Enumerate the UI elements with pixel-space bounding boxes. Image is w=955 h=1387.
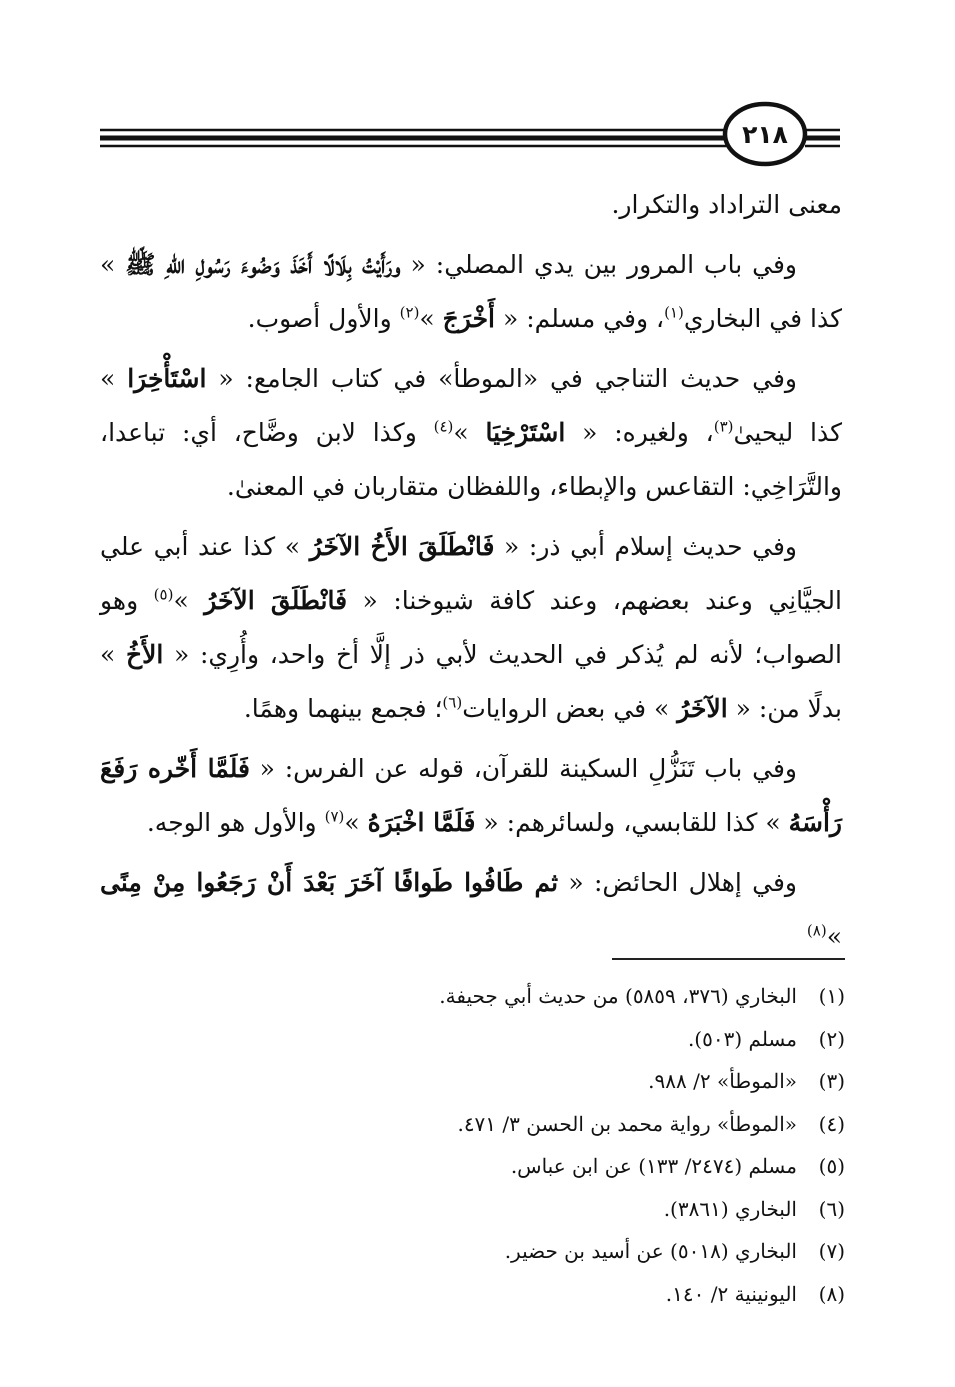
paragraph	[100, 856, 842, 964]
footnote-number: (٦)	[818, 1196, 845, 1221]
text-run: معنى التراداد والتكرار.	[611, 190, 842, 219]
text-run: » كذا ليحيىٰ	[100, 364, 842, 447]
footnote-item	[100, 1230, 845, 1273]
footnote-text: البخاري (٥٠١٨) عن أسيد بن حضير.	[504, 1239, 797, 1263]
page-header	[0, 0, 955, 200]
footnote-text: «الموطأ» رواية محمد بن الحسن ٣/ ٤٧١.	[457, 1111, 797, 1136]
footnote-reference: (٥)	[153, 585, 174, 604]
text-run: وفي حديث التناجي في «الموطأ» في كتاب الجامع: «	[206, 364, 797, 393]
footnote-reference: (٢)	[399, 303, 420, 322]
text-run: » كذا في البخاري	[100, 250, 842, 333]
quoted-variant: فَلَمَّا أَخّره رَفَعَ رَأْسَهُ	[100, 754, 842, 837]
paragraph	[100, 178, 842, 232]
text-run: ؛ فجمع بينهما وهمًا.	[243, 694, 443, 723]
footnote-number: (٤)	[818, 1111, 845, 1136]
quoted-variant: فَانْطَلَقَ الآخَرُ	[204, 586, 348, 615]
quoted-variant: الآخَرُ	[677, 694, 728, 723]
quoted-variant: الأَخُ	[125, 640, 164, 669]
main-text	[100, 178, 842, 970]
quoted-variant: فَانْطَلَقَ الأَخُ الآخَرُ	[309, 532, 495, 561]
quoted-variant: اسْتَأْخِرَا	[127, 364, 207, 393]
paragraph	[100, 520, 842, 736]
footnote-text: اليونينية ٢/ ١٤٠.	[665, 1281, 797, 1306]
quoted-variant: فَلَمَّا اخْبَرَهُ	[367, 808, 476, 837]
footnote-text: البخاري (٣٧٦، ٥٨٥٩) من حديث أبي جحيفة.	[439, 984, 797, 1008]
footnote-item	[100, 1273, 845, 1316]
footnote-number: (١)	[818, 984, 845, 1008]
footnote-reference: (٧)	[324, 807, 345, 826]
footnote-text: البخاري (٣٨٦١).	[663, 1196, 797, 1221]
text-run: وفي إهلال الحائض: «	[558, 868, 797, 897]
footnote-number: (٨)	[818, 1281, 845, 1306]
text-run: والأول هو الوجه.	[146, 808, 325, 837]
footnote-reference: (٣)	[713, 417, 734, 436]
header-ornament	[0, 0, 955, 200]
text-run: ، ولغيره: «	[565, 418, 714, 447]
quoted-variant: ورَأَيْتُ بِلَالًا أَخَذَ وَضُوءَ رَسُولِ اللهِ ﷺ	[125, 250, 401, 279]
text-run: » بدلًا من: «	[100, 640, 842, 723]
text-run: » في بعض الروايات	[462, 694, 678, 723]
footnotes	[100, 975, 845, 1315]
footnote-number: (٢)	[818, 1026, 845, 1051]
footnote-separator	[612, 958, 845, 960]
footnote-text: مسلم (٥٠٣).	[687, 1026, 797, 1051]
footnote-text: مسلم (٢٤٧٤/ ١٣٣) عن ابن عباس.	[510, 1154, 797, 1178]
footnote-item	[100, 975, 845, 1018]
footnote-reference: (٨)	[806, 921, 827, 940]
paragraph	[100, 742, 842, 850]
text-run: وكذا لابن وضَّاح، أي: تباعدا، والتَّرَاخِي: التقاعس والإبطاء، واللفظان متقاربان في المعنىٰ.	[100, 418, 842, 501]
footnote-item	[100, 1145, 845, 1188]
paragraph	[100, 238, 842, 346]
footnote-reference: (٦)	[442, 693, 463, 712]
footnote-reference: (١)	[664, 303, 684, 322]
footnote-reference: (٤)	[433, 417, 454, 436]
quoted-variant: اسْتَرْخِيَا	[485, 418, 566, 447]
text-run: » كذا عند أبي علي الجيَّانِي وعند بعضهم، وعند كافة شيوخنا: «	[100, 532, 842, 615]
text-run: »	[173, 586, 205, 615]
text-run: وفي باب تَنَزُّلِ السكينة للقرآن، قوله عن الفرس: «	[249, 754, 797, 783]
text-run: »	[826, 922, 842, 951]
text-run: »	[419, 304, 443, 333]
footnote-item	[100, 1188, 845, 1231]
paragraph	[100, 352, 842, 514]
footnote-number: (٧)	[818, 1239, 845, 1263]
text-run: ، وفي مسلم: «	[495, 304, 665, 333]
text-run: » كذا للقابسي، ولسائرهم: «	[475, 808, 789, 837]
footnote-text: «الموطأ» ٢/ ٩٨٨.	[648, 1069, 797, 1093]
text-run: »	[453, 418, 486, 447]
page-number: ٢١٨	[742, 119, 788, 149]
text-run: وفي باب المرور بين يدي المصلي: «	[400, 250, 797, 279]
text-run: »	[344, 808, 368, 837]
text-run: وفي حديث إسلام أبي ذر: «	[494, 532, 797, 561]
text-run: وهو الصواب؛ لأنه لم يُذكر في الحديث لأبي ذر إلَّا أخ واحد، وأُرِي: «	[100, 586, 842, 669]
footnote-number: (٥)	[818, 1154, 845, 1178]
footnote-item	[100, 1018, 845, 1061]
quoted-variant: ثم طَافُوا طَوافًا آخَرَ بَعْدَ أَنْ رَجَعُوا مِنْ مِنًى	[100, 868, 559, 897]
footnote-item	[100, 1060, 845, 1103]
quoted-variant: أَخْرَجَ	[442, 304, 496, 333]
footnote-number: (٣)	[818, 1069, 845, 1093]
footnote-item	[100, 1103, 845, 1146]
text-run: والأول أصوب.	[247, 304, 400, 333]
